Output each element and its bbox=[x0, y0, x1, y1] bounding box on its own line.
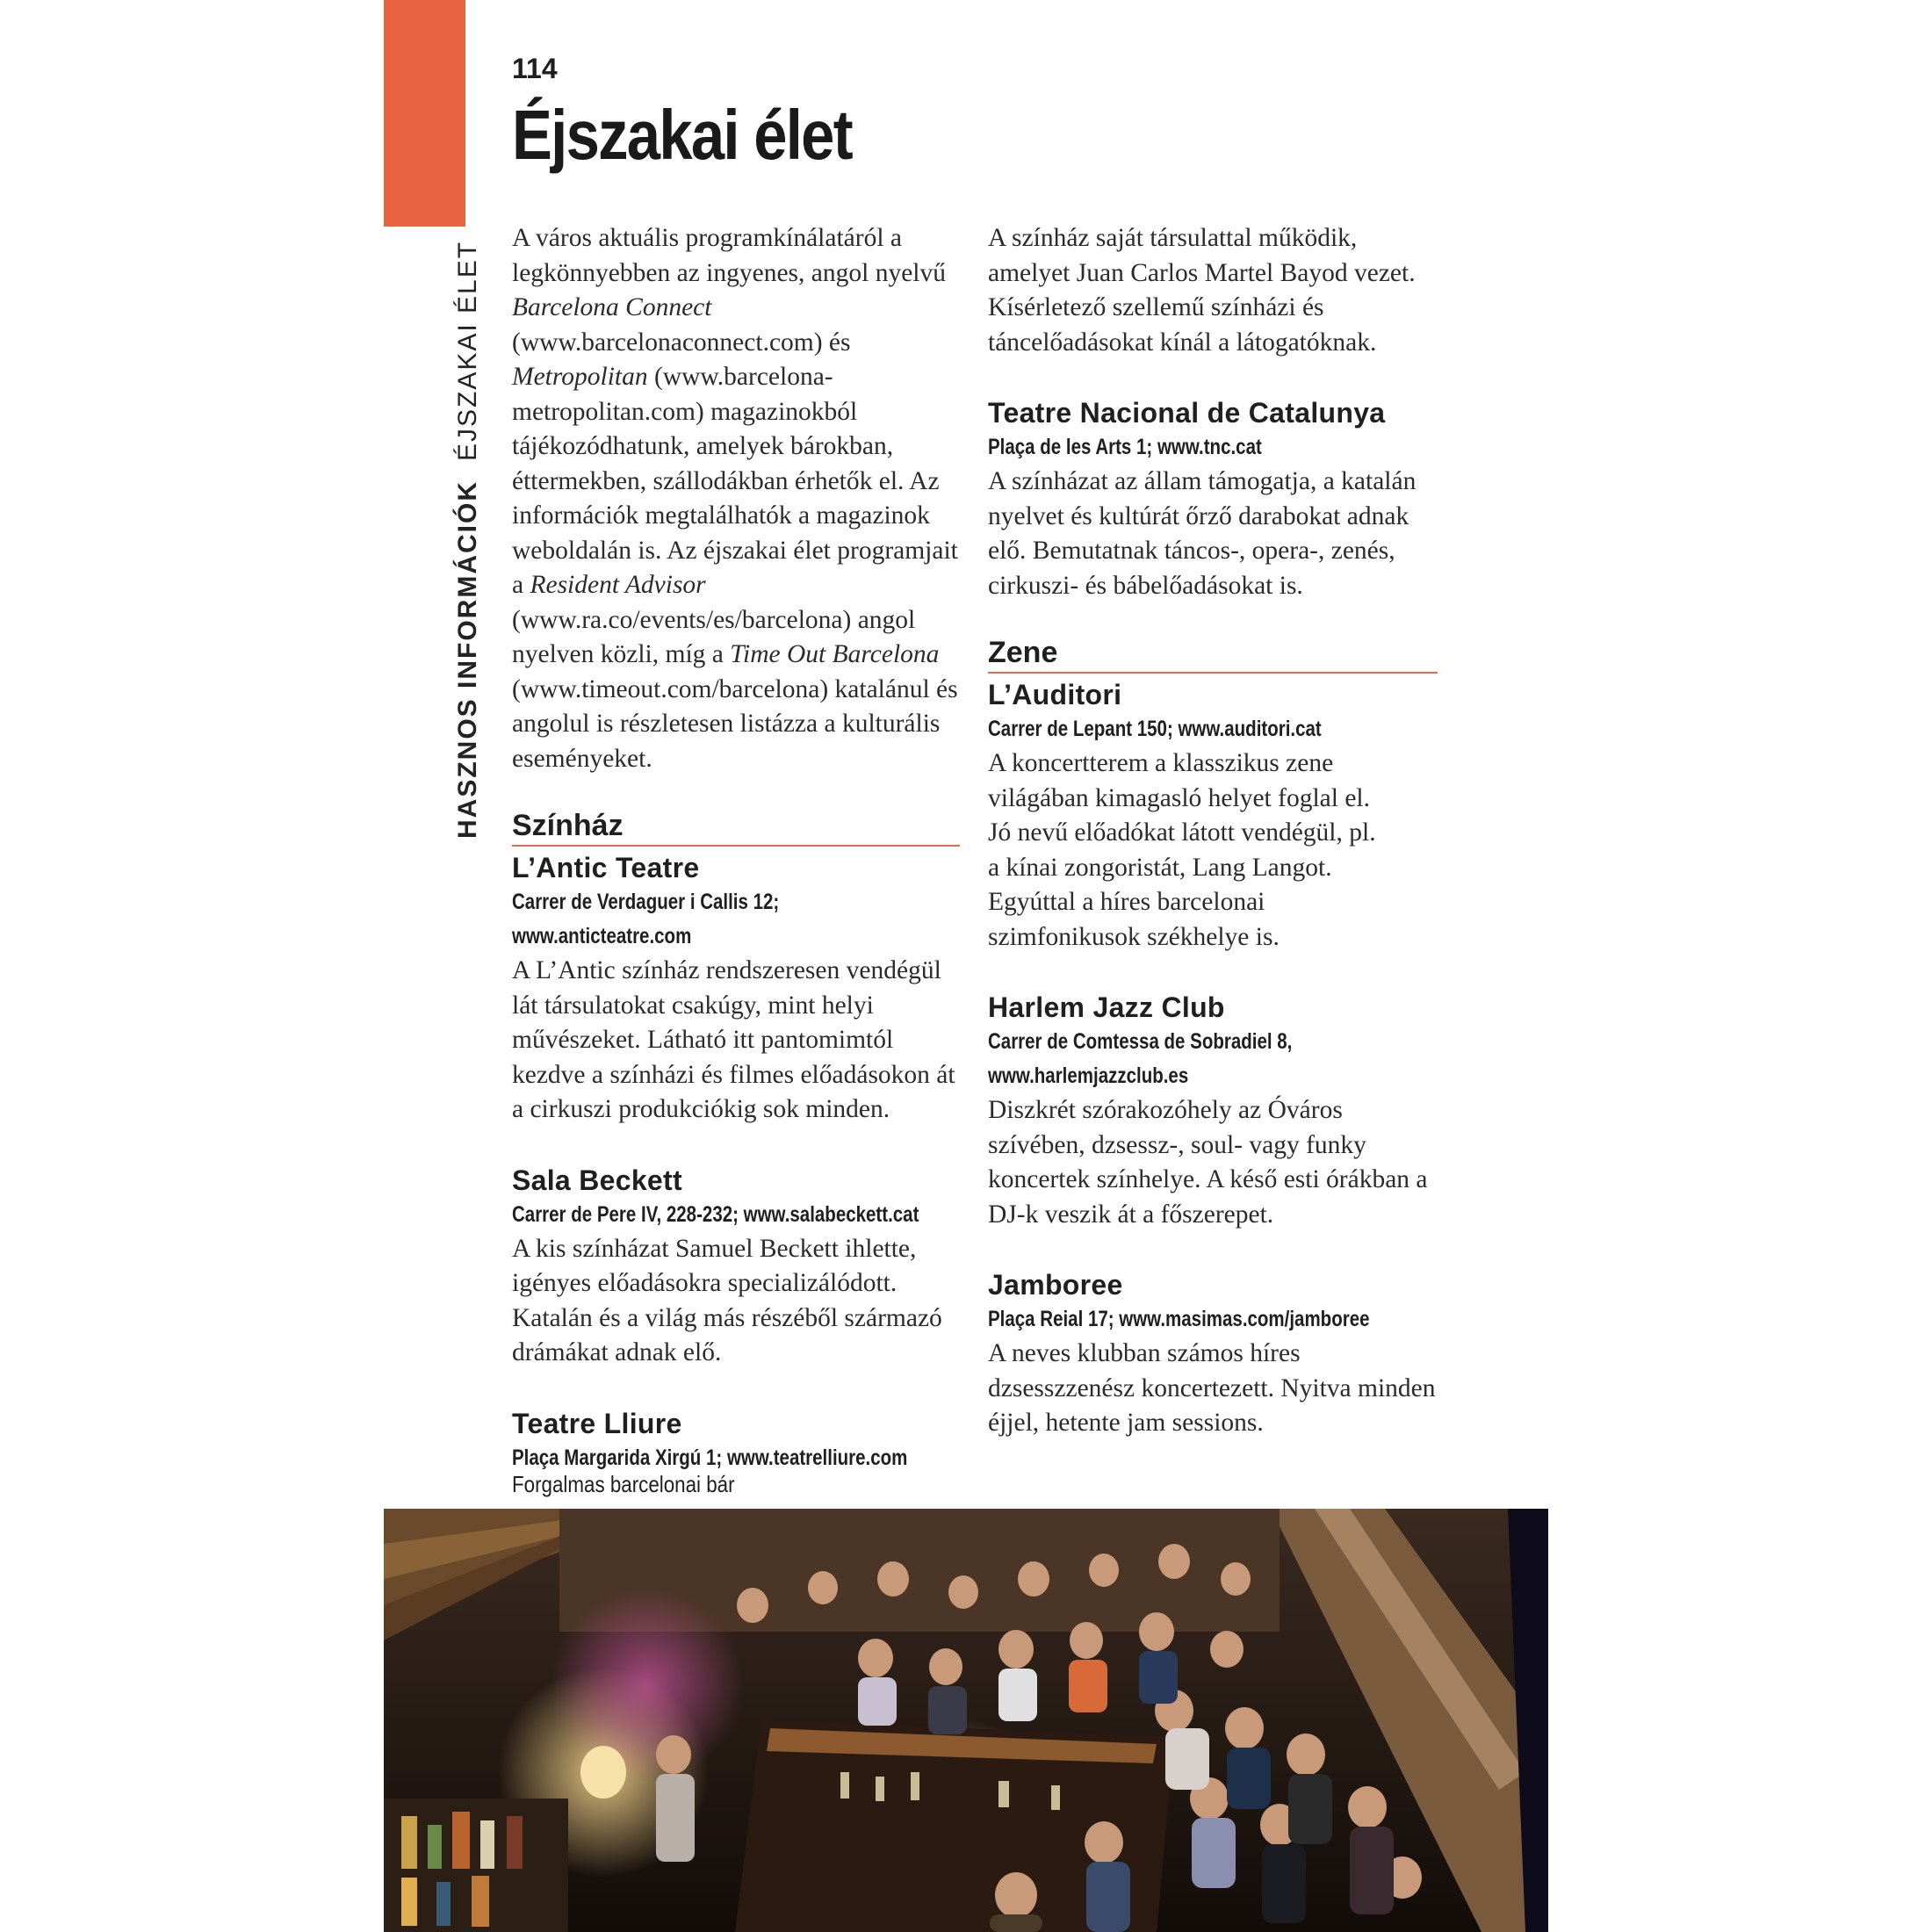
venue-harlem-jazz-club bbox=[988, 990, 1438, 1232]
venue-description: A L’Antic színház rendszeresen vendégül lát társulatokat csakúgy, mint helyi művészeket. Látható itt pantomimtól kezdve a színházi és filmes előadásokon át a cirkuszi produkciókig sok minden. bbox=[512, 956, 955, 1123]
venue-address: Carrer de Comtessa de Sobradiel 8, bbox=[988, 1029, 1293, 1054]
venue-description: A koncertterem a klasszikus zene világában kimagasló helyet foglal el. Jó nevű előadókat látott vendégül, pl. a kínai zongoristát, Lang Langot. Egyúttal a híres barcelonai szimfonikusok székhelye is. bbox=[988, 749, 1376, 951]
left-column bbox=[512, 221, 960, 1475]
venue-name: Sala Beckett bbox=[512, 1164, 682, 1196]
intro-magazine: Time Out Barcelona bbox=[730, 640, 940, 668]
venue-sala-beckett bbox=[512, 1163, 960, 1371]
venue-antic-teatre bbox=[512, 850, 960, 1128]
intro-text: A város aktuális programkínálatáról a legkönnyebben az ingyenes, angol nyelvű bbox=[512, 224, 946, 287]
venue-teatre-lliure bbox=[512, 1406, 960, 1475]
venue-address: Plaça Margarida Xirgú 1; www.teatrelliure.com bbox=[512, 1445, 908, 1470]
intro-magazine: Barcelona Connect bbox=[512, 293, 712, 321]
venue-name: L’Auditori bbox=[988, 679, 1122, 710]
venue-website: www.anticteatre.com bbox=[512, 924, 692, 948]
right-column bbox=[988, 221, 1438, 1441]
page-number: 114 bbox=[512, 53, 558, 84]
venue-address: Carrer de Verdaguer i Callis 12; bbox=[512, 890, 780, 914]
page-title: Éjszakai élet bbox=[512, 96, 852, 174]
bar-crowd-photo bbox=[384, 1509, 1548, 1932]
venue-description-continued: A színház saját társulattal működik, amelyet Juan Carlos Martel Bayod vezet. Kísérletező szellemű színházi és táncelőadásokat kínál a látogatóknak. bbox=[988, 224, 1416, 357]
photo-caption: Forgalmas barcelonai bár bbox=[512, 1471, 735, 1497]
venue-description: A színházat az állam támogatja, a katalán nyelvet és kultúrát őrző darabokat adnak elő. Bemutatnak táncos-, opera-, zenés, cirkuszi- és bábelőadásokat is. bbox=[988, 467, 1417, 600]
venue-name: L’Antic Teatre bbox=[512, 852, 700, 883]
intro-text: (www.ra.co/events/es/barcelona) angol nyelven közli, míg a bbox=[512, 605, 916, 668]
venue-name: Jamboree bbox=[988, 1269, 1123, 1301]
venue-name: Teatre Nacional de Catalunya bbox=[988, 397, 1386, 429]
section-heading-zene: Zene bbox=[988, 635, 1438, 674]
venue-name: Teatre Lliure bbox=[512, 1407, 682, 1439]
intro-magazine: Metropolitan bbox=[512, 363, 648, 391]
venue-description: Diszkrét szórakozóhely az Óváros szívében, dzsessz-, soul- vagy funky koncertek színhelye. A késő esti órákban a DJ-k veszik át a főszerepet. bbox=[988, 1096, 1428, 1229]
bar-photo-illustration bbox=[384, 1509, 1548, 1932]
intro-paragraph bbox=[512, 221, 960, 776]
venue-address: Carrer de Lepant 150; www.auditori.cat bbox=[988, 717, 1322, 741]
venue-description: A kis színházat Samuel Beckett ihlette, igényes előadásokra specializálódott. Katalán és a világ más részéből származó drámákat adnak elő. bbox=[512, 1234, 942, 1366]
intro-text: (www.timeout.com/barcelona) katalánul és angolul is részletesen listázza a kulturális eseményeket. bbox=[512, 674, 958, 773]
side-label-current: ÉJSZAKAI ÉLET bbox=[453, 240, 482, 461]
venue-address: Carrer de Pere IV, 228-232; www.salabeckett.cat bbox=[512, 1201, 919, 1227]
intro-magazine: Resident Advisor bbox=[530, 571, 706, 599]
venue-website: www.harlemjazzclub.es bbox=[988, 1063, 1189, 1088]
venue-description: A neves klubban számos híres dzsesszzenész koncertezett. Nyitva minden éjjel, hetente jam sessions. bbox=[988, 1339, 1436, 1437]
accent-tab bbox=[384, 0, 465, 227]
venue-auditori bbox=[988, 677, 1438, 955]
section-heading-szinhaz: Színház bbox=[512, 808, 960, 847]
side-section-label bbox=[453, 241, 483, 839]
intro-text: (www.barcelonaconnect.com) és bbox=[512, 328, 851, 357]
venue-name: Harlem Jazz Club bbox=[988, 991, 1225, 1023]
venue-address: Plaça de les Arts 1; www.tnc.cat bbox=[988, 435, 1262, 459]
venue-jamboree bbox=[988, 1267, 1438, 1441]
venue-teatre-nacional bbox=[988, 395, 1438, 603]
intro-text: (www.barcelona-metropolitan.com) magazinokból tájékozódhatunk, amelyek bárokban, éttermekben, szállodákban érhetők el. Az információk megtalálhatók a magazinok weboldalán is. Az éjszakai élet programjait a bbox=[512, 363, 958, 599]
venue-address: Plaça Reial 17; www.masimas.com/jamboree bbox=[988, 1307, 1370, 1331]
side-label-section: HASZNOS INFORMÁCIÓK bbox=[453, 480, 482, 839]
